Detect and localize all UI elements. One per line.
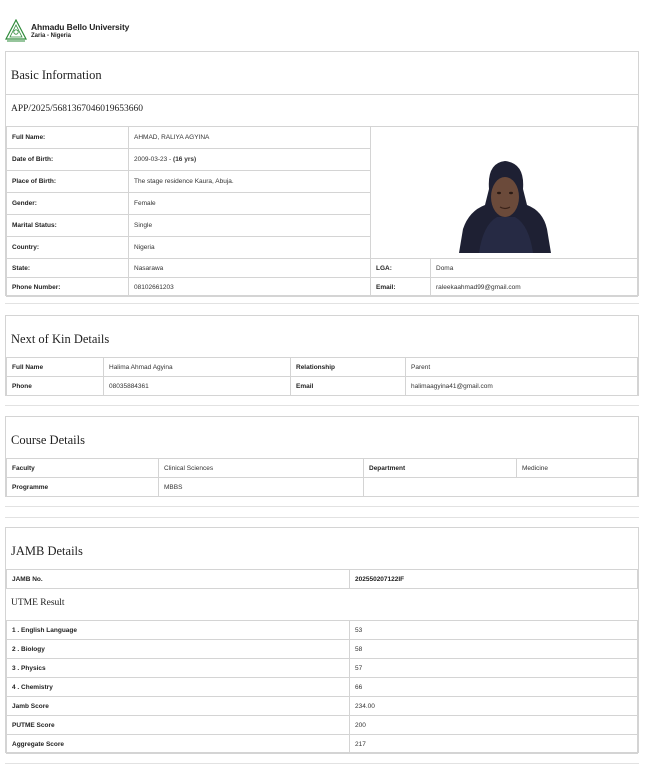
marital-status-value: Single xyxy=(129,215,371,237)
subject-score: 53 xyxy=(350,621,638,640)
subject-label: 3 . Physics xyxy=(7,659,350,678)
lga-value: Doma xyxy=(431,259,638,278)
university-location: Zaria - Nigeria xyxy=(31,33,72,39)
phone-number-label: Phone Number: xyxy=(7,278,129,297)
department-label: Department xyxy=(364,459,517,478)
kin-relationship-label: Relationship xyxy=(291,358,406,377)
age: (16 yrs) xyxy=(173,156,197,163)
university-name: Ahmadu Bello University xyxy=(31,22,130,32)
kin-phone-label: Phone xyxy=(7,377,104,396)
course-details-table xyxy=(6,458,638,497)
subject-score: 58 xyxy=(350,640,638,659)
marital-status-label: Marital Status: xyxy=(7,215,129,237)
gender-label: Gender: xyxy=(7,193,129,215)
faculty-label: Faculty xyxy=(7,459,159,478)
subject-label: 1 . English Language xyxy=(7,621,350,640)
dob-label: Date of Birth: xyxy=(7,149,129,171)
department-value: Medicine xyxy=(517,459,638,478)
application-number: APP/2025/5681367046019653660 xyxy=(11,104,143,114)
subject-label: 4 . Chemistry xyxy=(7,678,350,697)
aggregate-score-label: Aggregate Score xyxy=(7,735,350,754)
faculty-value: Clinical Sciences xyxy=(159,459,364,478)
basic-information-title: Basic Information xyxy=(11,68,102,82)
state-label: State: xyxy=(7,259,129,278)
gender-value: Female xyxy=(129,193,371,215)
jamb-no-label: JAMB No. xyxy=(7,570,350,589)
programme-value: MBBS xyxy=(159,478,364,497)
subject-score: 66 xyxy=(350,678,638,697)
pob-label: Place of Birth: xyxy=(7,171,129,193)
aggregate-score-value: 217 xyxy=(350,735,638,754)
jamb-number-table xyxy=(6,569,638,589)
subject-label: 2 . Biology xyxy=(7,640,350,659)
applicant-photo xyxy=(459,159,551,253)
kin-relationship-value: Parent xyxy=(406,358,638,377)
kin-full-name-label: Full Name xyxy=(7,358,104,377)
putme-score-value: 200 xyxy=(350,716,638,735)
next-of-kin-title: Next of Kin Details xyxy=(11,332,110,346)
pob-value: The stage residence Kaura, Abuja. xyxy=(129,171,371,193)
header xyxy=(5,17,129,45)
email-value: raleekaahmad99@gmail.com xyxy=(431,278,638,297)
subject-score: 57 xyxy=(350,659,638,678)
utme-result-table xyxy=(6,620,638,754)
jamb-no-value: 202550207122IF xyxy=(350,570,638,589)
jamb-details-card xyxy=(5,527,639,753)
course-details-title: Course Details xyxy=(11,433,85,447)
country-label: Country: xyxy=(7,237,129,259)
full-name-label: Full Name: xyxy=(7,127,129,149)
kin-email-label: Email xyxy=(291,377,406,396)
jamb-details-title: JAMB Details xyxy=(11,544,83,558)
putme-score-label: PUTME Score xyxy=(7,716,350,735)
phone-number-value: 08102661203 xyxy=(129,278,371,297)
programme-label: Programme xyxy=(7,478,159,497)
country-value: Nigeria xyxy=(129,237,371,259)
kin-full-name-value: Halima Ahmad Agyina xyxy=(104,358,291,377)
email-label: Email: xyxy=(371,278,431,297)
lga-label: LGA: xyxy=(371,259,431,278)
state-value: Nasarawa xyxy=(129,259,371,278)
kin-phone-value: 08035884361 xyxy=(104,377,291,396)
utme-result-title: UTME Result xyxy=(11,598,65,608)
next-of-kin-card xyxy=(5,315,639,396)
next-of-kin-table xyxy=(6,357,638,396)
full-name-value: AHMAD, RALIYA AGYINA xyxy=(129,127,371,149)
jamb-score-label: Jamb Score xyxy=(7,697,350,716)
university-logo-icon xyxy=(5,19,27,43)
basic-information-card xyxy=(5,51,639,296)
course-details-card xyxy=(5,416,639,497)
kin-email-value: halimaagyina41@gmail.com xyxy=(406,377,638,396)
dob-value: 2009-03-23 - (16 yrs) xyxy=(129,149,371,171)
jamb-score-value: 234.00 xyxy=(350,697,638,716)
